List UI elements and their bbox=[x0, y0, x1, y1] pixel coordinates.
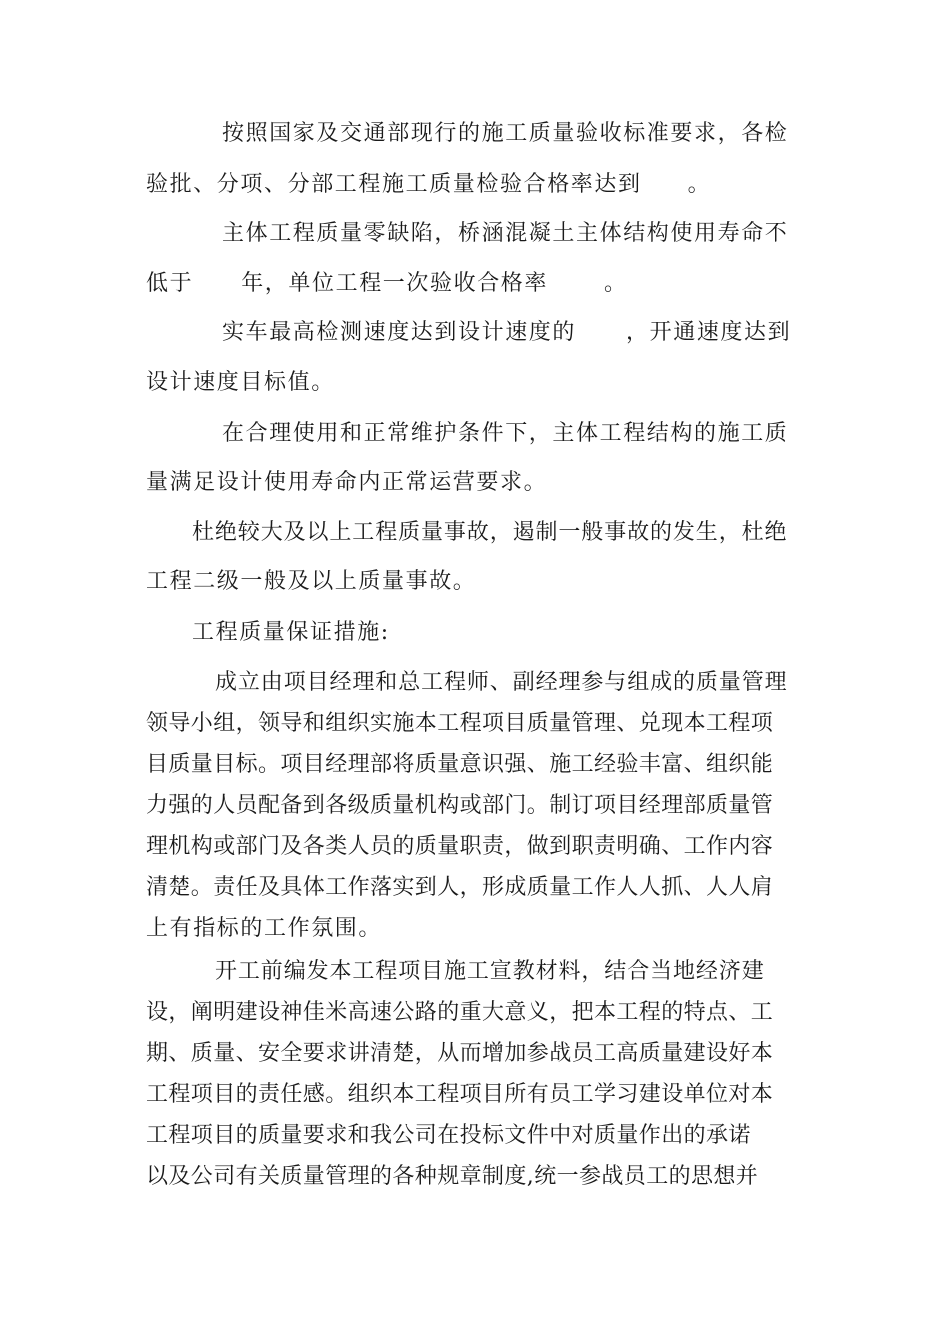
line-text: 实车最高检测速度达到设计速度的 bbox=[222, 320, 577, 345]
paragraph-line bbox=[146, 832, 806, 862]
paragraph-line bbox=[146, 567, 806, 597]
line-text: 期、质量、安全要求讲清楚，从而增加参战员工高质量建设好本 bbox=[146, 1041, 774, 1066]
line-text: 量满足设计使用寿命内正常运营要求。 bbox=[146, 470, 548, 495]
line-text: 工程项目的责任感。组织本工程项目所有员工学习建设单位对本 bbox=[146, 1082, 774, 1107]
line-text: 低于 bbox=[146, 271, 194, 296]
line-text: 。 bbox=[604, 271, 628, 296]
line-text: 杜绝较大及以上工程质量事故，遏制一般事故的发生，杜绝 bbox=[192, 520, 788, 545]
paragraph-line bbox=[146, 873, 806, 903]
line-text: 年，单位工程一次验收合格率 bbox=[241, 271, 549, 296]
paragraph-line bbox=[146, 914, 806, 944]
paragraph-line bbox=[146, 368, 806, 398]
paragraph-line bbox=[146, 170, 806, 200]
line-text: 成立由项目经理和总工程师、副经理参与组成的质量管理 bbox=[215, 670, 788, 695]
paragraph-line bbox=[146, 791, 806, 821]
paragraph-line bbox=[146, 1162, 806, 1192]
line-text: 工程二级一般及以上质量事故。 bbox=[146, 569, 477, 594]
paragraph-line bbox=[215, 668, 806, 698]
paragraph-line bbox=[146, 468, 806, 498]
paragraph-line bbox=[146, 1121, 806, 1151]
line-text: 领导小组，领导和组织实施本工程项目质量管理、兑现本工程项 bbox=[146, 711, 774, 736]
line-text: 清楚。责任及具体工作落实到人，形成质量工作人人抓、人人肩 bbox=[146, 875, 774, 900]
line-text: 力强的人员配备到各级质量机构或部门。制订项目经理部质量管 bbox=[146, 793, 774, 818]
line-text: 主体工程质量零缺陷，桥涵混凝土主体结构使用寿命不 bbox=[222, 221, 789, 246]
paragraph-line bbox=[192, 618, 806, 648]
paragraph-line bbox=[222, 419, 806, 449]
paragraph-line bbox=[222, 219, 806, 249]
paragraph-line bbox=[146, 709, 806, 739]
paragraph-line bbox=[222, 318, 806, 348]
line-text: 以及公司有关质量管理的各种规章制度,统一参战员工的思想并 bbox=[146, 1164, 759, 1189]
paragraph-line bbox=[192, 518, 806, 548]
paragraph-line bbox=[146, 1080, 806, 1110]
line-text: ，开通速度达到 bbox=[626, 320, 792, 345]
paragraph-line bbox=[146, 269, 806, 299]
paragraph-line bbox=[146, 998, 806, 1028]
line-text: 设，阐明建设神佳米高速公路的重大意义，把本工程的特点、工 bbox=[146, 1000, 774, 1025]
section-heading: 工程质量保证措施: bbox=[192, 620, 390, 645]
paragraph-line bbox=[146, 1039, 806, 1069]
line-text: 工程项目的质量要求和我公司在投标文件中对质量作出的承诺 bbox=[146, 1123, 751, 1148]
line-text: 上有指标的工作氛围。 bbox=[146, 916, 383, 941]
line-text: 按照国家及交通部现行的施工质量验收标准要求，各检 bbox=[222, 121, 789, 146]
paragraph-line bbox=[215, 957, 806, 987]
line-text: 目质量目标。项目经理部将质量意识强、施工经验丰富、组织能 bbox=[146, 752, 774, 777]
line-text: 验批、分项、分部工程施工质量检验合格率达到 bbox=[146, 172, 642, 197]
line-text: 。 bbox=[687, 172, 712, 197]
line-text: 理机构或部门及各类人员的质量职责，做到职责明确、工作内容 bbox=[146, 834, 774, 859]
line-text: 开工前编发本工程项目施工宣教材料，结合当地经济建 bbox=[215, 959, 765, 984]
line-text: 设计速度目标值。 bbox=[146, 370, 335, 395]
line-text: 在合理使用和正常维护条件下，主体工程结构的施工质 bbox=[222, 421, 789, 446]
paragraph-line bbox=[146, 750, 806, 780]
paragraph-line bbox=[222, 119, 806, 149]
